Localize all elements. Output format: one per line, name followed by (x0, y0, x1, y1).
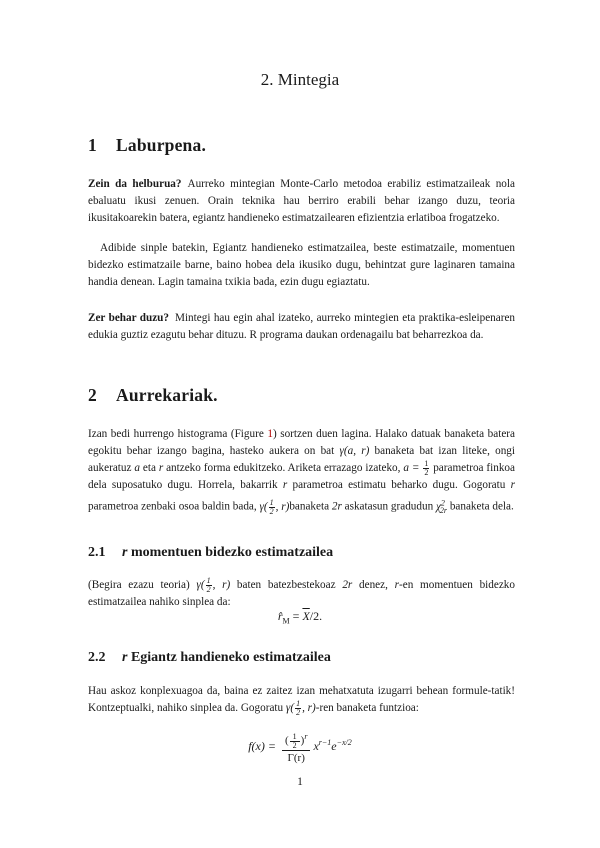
math-var: r (122, 545, 128, 560)
math-gamma-half-r: γ( $\frac{1}{2}$ , r) (285, 699, 316, 717)
text-run: banaketa dela. (447, 500, 514, 513)
math-expr: 2r (342, 579, 353, 592)
text-run: parametroa estimatu beharko dugu. Gogoratu (287, 479, 511, 492)
paragraph-zer-behar (88, 310, 515, 344)
math-expr: 2r (331, 500, 342, 513)
math-var: r (158, 462, 164, 475)
math-fraction: $\frac{1}{2}$ (424, 459, 429, 477)
text-run: askatasun gradudun (341, 500, 436, 513)
math-var: a (134, 462, 140, 475)
text-run: parametroa zenbaki osoa baldin bada, (88, 500, 260, 513)
text-run: baten batezbestekoaz (230, 579, 343, 592)
section-number: 2 (88, 385, 97, 405)
text-run: parametroa finkoa dela suposatuko dugu. Horrela, bakarrik (88, 462, 515, 492)
paragraph-egiantz (88, 683, 515, 717)
paragraph-adibide (88, 240, 515, 291)
document-title: 2. Mintegia (260, 70, 340, 89)
text-run: (Begira ezazu teoria) (88, 579, 197, 592)
subsection-number: 2.1 (88, 545, 106, 560)
section-title: Aurrekariak. (116, 385, 218, 405)
math-var: r (394, 579, 399, 592)
text-run: -ren banaketa funtzioa: (315, 702, 419, 715)
section-title: Laburpena. (116, 135, 207, 155)
paragraph-helburua (88, 176, 515, 227)
math-var: r (122, 650, 128, 665)
paragraph-text: Adibide sinple batekin, Egiantz handieneko estimatzailea, beste estimatzaile, momentuen bidezko estimatzaile barne, baino hobea dela ikusiko dugu, behintzat gure laginaren tamaina handia denean. Lagin tamaina txikia bada, ezin dugu egiaztatu. (88, 242, 515, 288)
subsection-title: momentuen bidezko estimatzailea (130, 545, 334, 560)
text-run: antzeko forma edukitzeko. Ariketa errazago izateko, (163, 462, 404, 475)
section-heading-1 (88, 135, 206, 156)
paragraph-momentuen (88, 577, 515, 611)
equation-moment-estimator: $r̂_M = \overline{X}/2$. (277, 609, 323, 626)
text-run: ) sortzen duen lagina. Halako datuak banaketa batera egokitu behar izango bagina, hasteko aukera on bat (88, 428, 515, 457)
paragraph-text: Aurreko mintegian Monte-Carlo metodoa erabiliz estimatzaileak nola ebaluatu ikusi zenuen. Orain teknika hau berriro erabili behar izango duzu, teoria ikusitakoarekin batera, egiantz handieneko estimatzailearen efizientzia erlatiboa frogatzeko. (88, 178, 515, 224)
equation-gamma-density: f(x) = ( $\frac{1}{2}$ )$^r$ Γ(r) $x^{r-1}e^{-x/2}$ (248, 731, 352, 764)
math-var: r (282, 479, 288, 492)
text-run: banaketa (289, 500, 332, 513)
math-fraction: ( $\frac{1}{2}$ )$^r$ Γ(r) (282, 730, 310, 765)
figure-reference-link[interactable]: 1 (267, 428, 273, 440)
text-run: eta (139, 462, 159, 475)
text-run: -en momentuen bidezko estimatzailea nahiko sinplea da: (88, 579, 515, 609)
subsection-heading-2-1 (88, 545, 333, 561)
math-chi-squared: $\chi^2_{2r}$ (435, 498, 448, 516)
section-number: 1 (88, 135, 97, 155)
text-run: banaketa bat izan liteke, ongi aukeratuz (88, 445, 515, 475)
paragraph-lead: Zein da helburua? (88, 178, 182, 190)
math-gamma-a-r: γ(a, r) (339, 445, 370, 457)
paragraph-aurrekariak (88, 426, 515, 519)
math-var: r (510, 479, 515, 492)
math-gamma-half-r: γ( $\frac{1}{2}$ , r) (196, 576, 231, 594)
section-heading-2 (88, 385, 218, 406)
paragraph-text: Mintegi hau egin ahal izateko, aurreko mintegien eta praktika-esleipenaren edukia guztiz ezagutu behar dituzu. R programa daukan ordenagailu bat beharrezkoa da. (88, 312, 516, 341)
subsection-title: Egiantz handieneko estimatzailea (130, 650, 331, 665)
paragraph-lead: Zer behar duzu? (88, 312, 169, 324)
text-run: Izan bedi hurrengo histograma (Figure (88, 428, 268, 440)
subsection-heading-2-2 (88, 650, 331, 666)
math-gamma-half-r: γ( $\frac{1}{2}$ , r) (259, 497, 290, 516)
text-run: Hau askoz konplexuagoa da, baina ez zaitez izan mehatxatuta izugarri behean formule-tatik! Kontzeptualki, nahiko sinplea da. Gogoratu (88, 685, 515, 715)
page-number: 1 (297, 776, 303, 788)
subsection-number: 2.2 (88, 650, 106, 665)
math-expr: a = (403, 462, 420, 475)
text-run: denez, (352, 579, 395, 592)
